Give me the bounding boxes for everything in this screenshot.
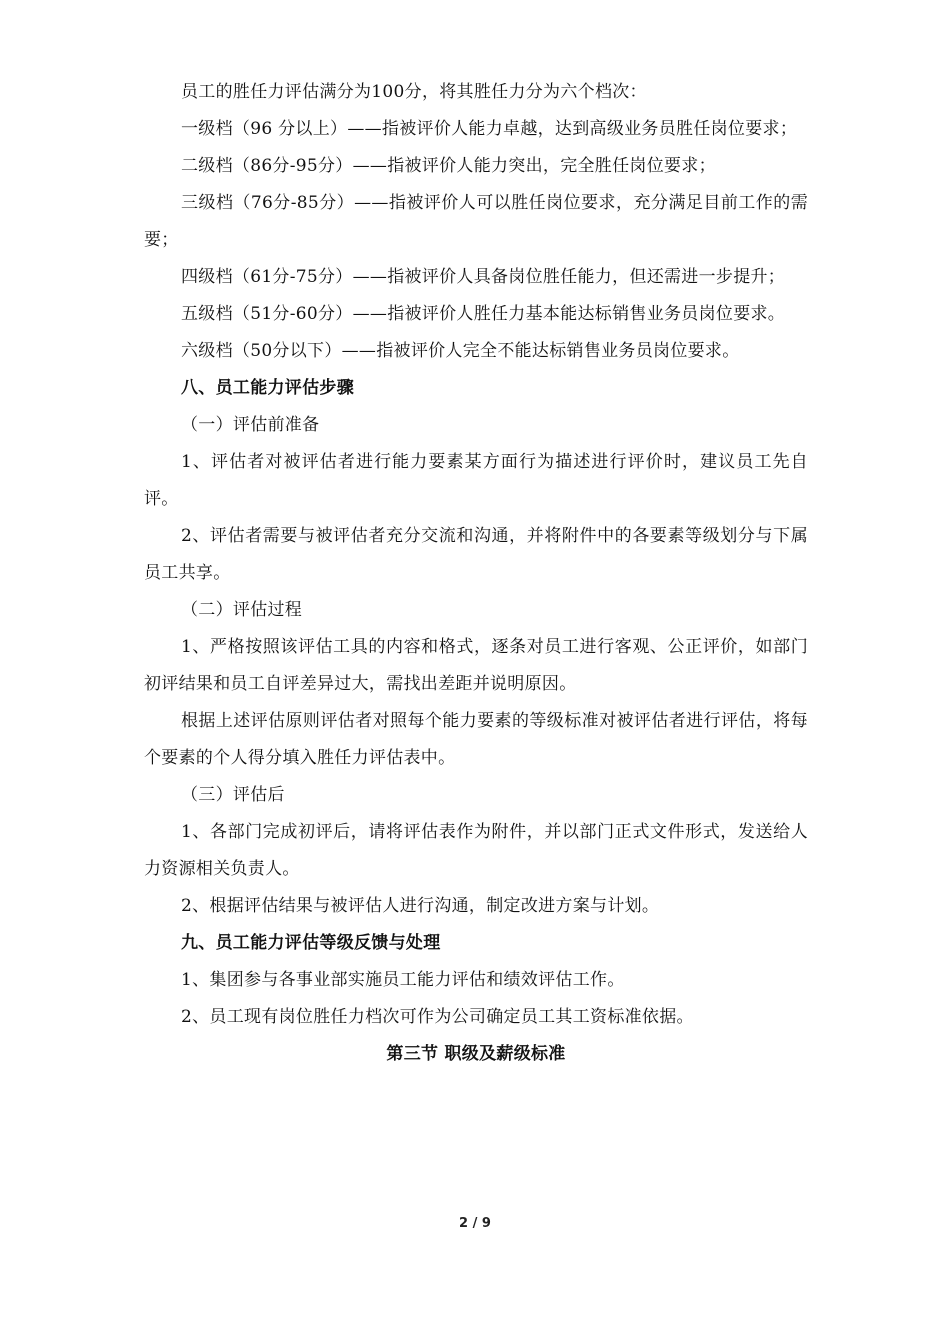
section-8-heading: 八、员工能力评估步骤	[181, 378, 354, 398]
section-9-item-1: 1、集团参与各事业部实施员工能力评估和绩效评估工作。	[181, 970, 625, 990]
section-9-item-2: 2、员工现有岗位胜任力档次可作为公司确定员工其工资标准依据。	[181, 1007, 694, 1027]
page-number: 2 / 9	[459, 1216, 491, 1231]
subsection-2-item-1: 1、严格按照该评估工具的内容和格式，逐条对员工进行客观、公正评价，如部门初评结果和员工自评差异过大，需找出差距并说明原因。	[144, 637, 808, 694]
subsection-3-item-1: 1、各部门完成初评后，请将评估表作为附件，并以部门正式文件形式，发送给人力资源相关负责人。	[144, 822, 808, 879]
subsection-1-item-1: 1、评估者对被评估者进行能力要素某方面行为描述进行评价时，建议员工先自评。	[144, 452, 808, 509]
paragraph-level-4: 四级档（61分-75分）——指被评价人具备岗位胜任能力，但还需进一步提升；	[181, 267, 786, 287]
document-body	[144, 74, 808, 1073]
subsection-2-item-2: 根据上述评估原则评估者对照每个能力要素的等级标准对被评估者进行评估，将每个要素的个人得分填入胜任力评估表中。	[144, 711, 808, 768]
subsection-2-title: （二）评估过程	[181, 600, 303, 620]
paragraph-level-5: 五级档（51分-60分）——指被评价人胜任力基本能达标销售业务员岗位要求。	[181, 304, 786, 324]
subsection-1-title: （一）评估前准备	[181, 415, 320, 435]
subsection-1-item-2: 2、评估者需要与被评估者充分交流和沟通，并将附件中的各要素等级划分与下属员工共享。	[144, 526, 808, 583]
paragraph-level-6: 六级档（50分以下）——指被评价人完全不能达标销售业务员岗位要求。	[181, 341, 740, 361]
paragraph-level-1: 一级档（96 分以上）——指被评价人能力卓越，达到高级业务员胜任岗位要求；	[181, 119, 798, 139]
subsection-3-item-2: 2、根据评估结果与被评估人进行沟通，制定改进方案与计划。	[181, 896, 660, 916]
section-9-heading: 九、员工能力评估等级反馈与处理	[181, 933, 441, 953]
section-title: 第三节 职级及薪级标准	[386, 1044, 566, 1064]
paragraph-intro: 员工的胜任力评估满分为100分，将其胜任力分为六个档次：	[181, 82, 647, 102]
paragraph-level-3: 三级档（76分-85分）——指被评价人可以胜任岗位要求，充分满足目前工作的需要；	[144, 193, 808, 250]
subsection-3-title: （三）评估后	[181, 785, 285, 805]
paragraph-level-2: 二级档（86分-95分）——指被评价人能力突出，完全胜任岗位要求；	[181, 156, 716, 176]
